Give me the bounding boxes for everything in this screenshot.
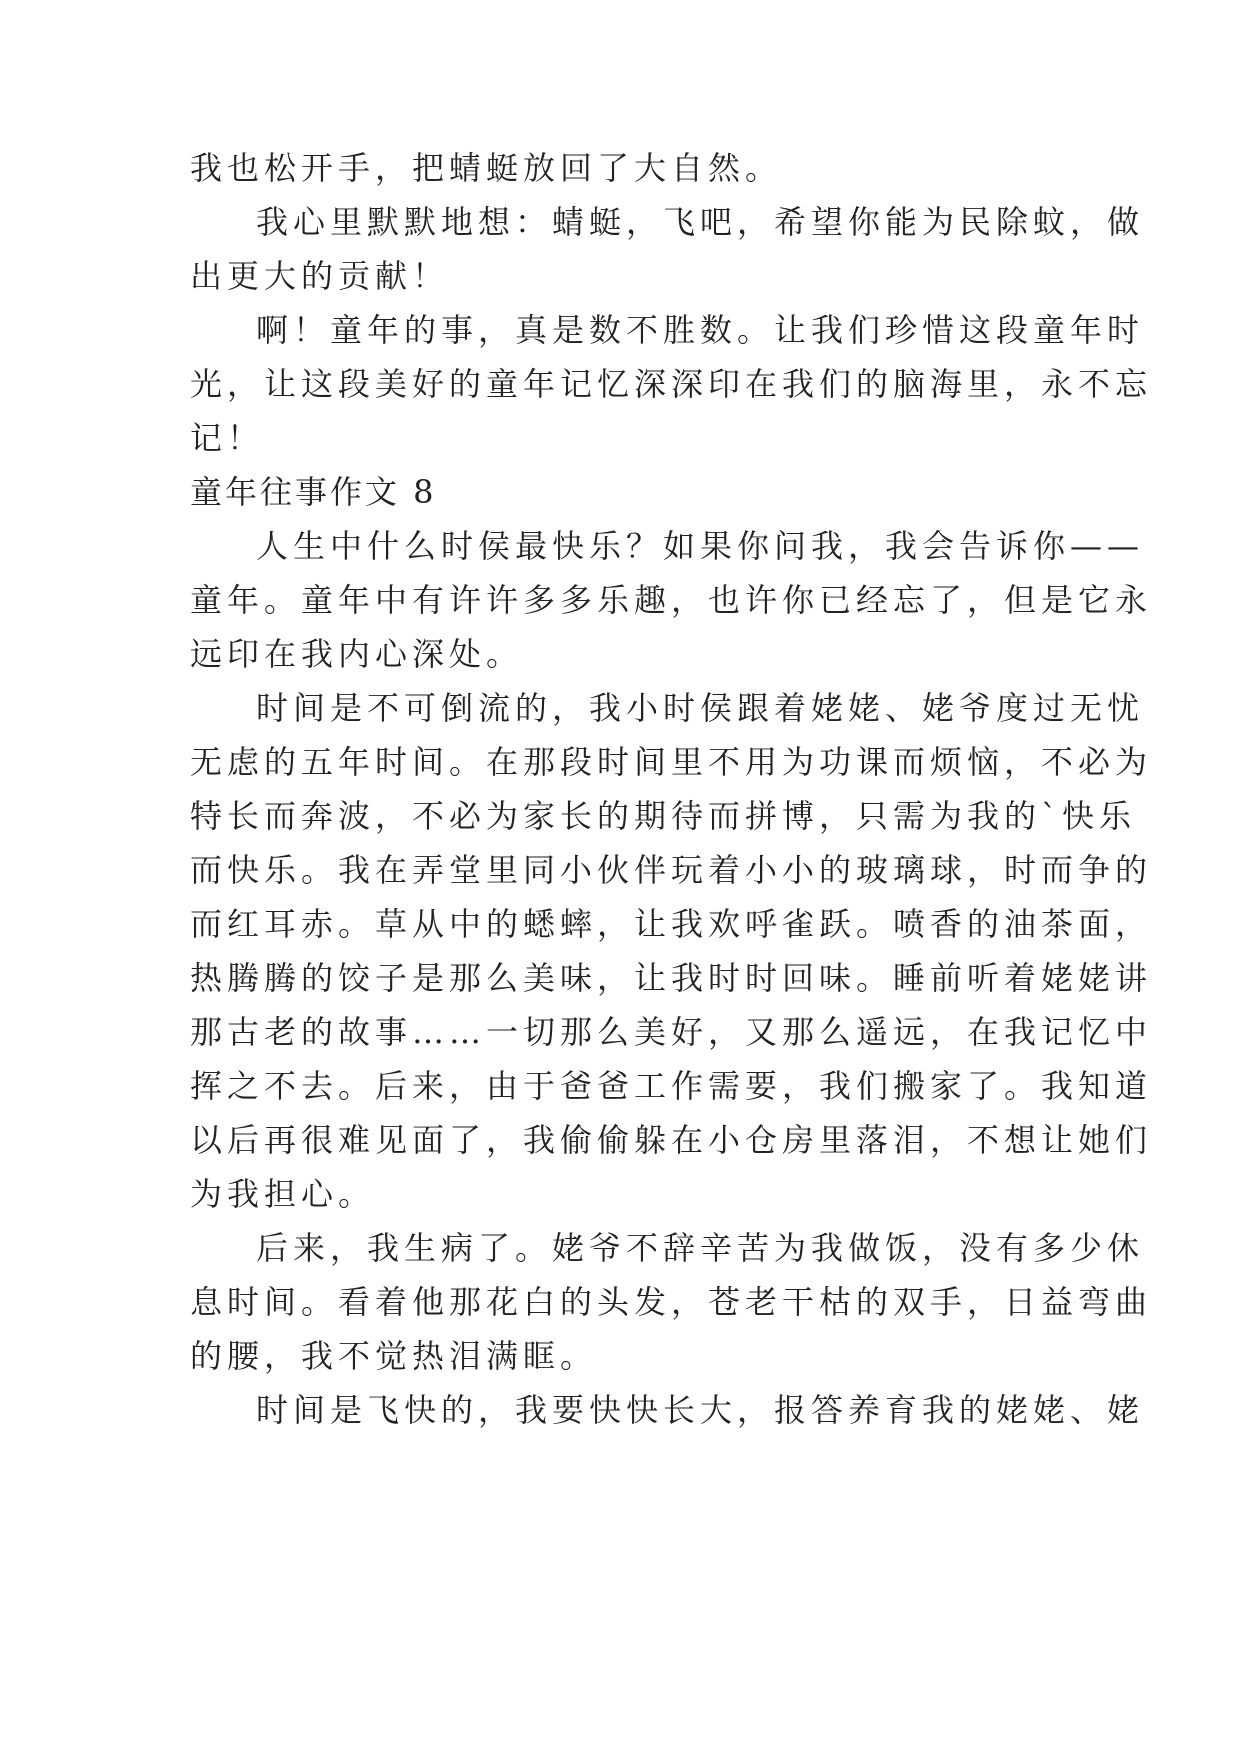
text-line: 我心里默默地想：蜻蜓，飞吧，希望你能为民除蚊，做 — [256, 203, 1145, 241]
text-line: 远印在我内心深处。 — [190, 635, 524, 673]
text-line: 以后再很难见面了，我偷偷躲在小仓房里落泪，不想让她们 — [190, 1121, 1153, 1159]
text-line: 挥之不去。后来，由于爸爸工作需要，我们搬家了。我知道 — [190, 1067, 1153, 1105]
text-line: 热腾腾的饺子是那么美味，让我时时回味。睡前听着姥姥讲 — [190, 959, 1153, 997]
text-line: 无虑的五年时间。在那段时间里不用为功课而烦恼，不必为 — [190, 743, 1153, 781]
text-line: 我也松开手，把蜻蜓放回了大自然。 — [190, 149, 783, 187]
text-line: 息时间。看着他那花白的头发，苍老干枯的双手，日益弯曲 — [190, 1283, 1153, 1321]
text-line: 时间是不可倒流的，我小时侯跟着姥姥、姥爷度过无忧 — [256, 689, 1145, 727]
text-line: 童年。童年中有许许多多乐趣，也许你已经忘了，但是它永 — [190, 581, 1153, 619]
text-line: 特长而奔波，不必为家长的期待而拼博，只需为我的`快乐 — [190, 797, 1137, 835]
text-line: 人生中什么时侯最快乐？如果你问我，我会告诉你—— — [256, 527, 1145, 565]
text-line: 出更大的贡献！ — [190, 257, 450, 295]
text-line: 而红耳赤。草从中的蟋蟀，让我欢呼雀跃。喷香的油茶面， — [190, 905, 1153, 943]
text-line: 为我担心。 — [190, 1175, 376, 1213]
section-heading: 童年往事作文 8 — [190, 473, 437, 511]
text-line: 时间是飞快的，我要快快长大，报答养育我的姥姥、姥 — [256, 1391, 1145, 1429]
text-line: 而快乐。我在弄堂里同小伙伴玩着小小的玻璃球，时而争的 — [190, 851, 1153, 889]
text-line: 光，让这段美好的童年记忆深深印在我们的脑海里，永不忘 — [190, 365, 1153, 403]
text-line: 的腰，我不觉热泪满眶。 — [190, 1337, 598, 1375]
text-line: 后来，我生病了。姥爷不辞辛苦为我做饭，没有多少休 — [256, 1229, 1145, 1267]
text-line: 啊！童年的事，真是数不胜数。让我们珍惜这段童年时 — [256, 311, 1145, 349]
text-line: 记！ — [190, 419, 265, 457]
text-line: 那古老的故事……一切那么美好，又那么遥远，在我记忆中 — [190, 1013, 1153, 1051]
